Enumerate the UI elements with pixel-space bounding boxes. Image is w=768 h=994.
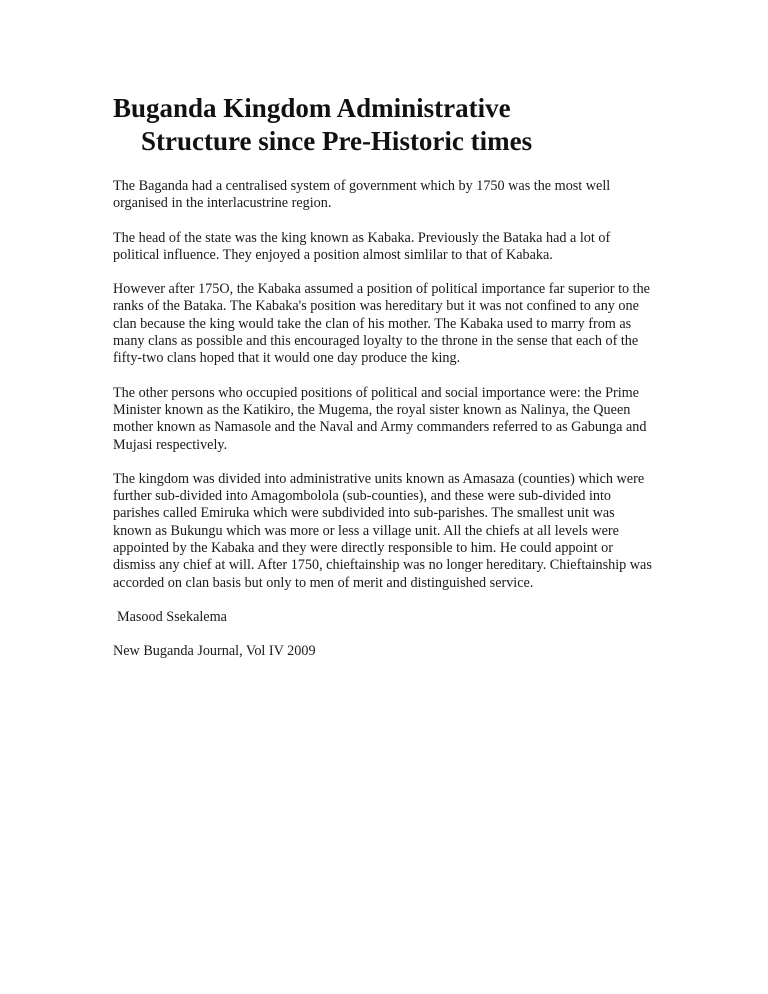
title-line-1: Buganda Kingdom Administrative: [113, 93, 511, 123]
document-title: [113, 92, 653, 158]
title-line-2: Structure since Pre-Historic times: [141, 126, 533, 156]
paragraph-5: The kingdom was divided into administrative units known as Amasaza (counties) which were further sub-divided into Amagombolola (sub-counties), and these were sub-divided into parishes called Emiruka which were subdivided into sub-parishes. The smallest unit was known as Bukungu which was more or less a village unit. All the chiefs at all levels were appointed by the Kabaka and they were directly responsible to him. He could appoint or dismiss any chief at will. After 1750, chieftainship was no longer hereditary. Chieftainship was accorded on clan basis but only to men of merit and distinguished service.: [113, 470, 652, 591]
author-name: Masood Ssekalema: [117, 608, 227, 625]
paragraph-3: However after 175O, the Kabaka assumed a position of political importance far superior to the ranks of the Bataka. The Kabaka's position was hereditary but it was not confined to any one clan because the king would take the clan of his mother. The Kabaka used to marry from as many clans as possible and this encouraged loyalty to the throne in the sense that each of the fifty-two clans hoped that it would one day produce the king.: [113, 281, 650, 367]
paragraph-2: The head of the state was the king known as Kabaka. Previously the Bataka had a lot of political influence. They enjoyed a position almost simlilar to that of Kabaka.: [113, 229, 611, 263]
paragraph-1: The Baganda had a centralised system of government which by 1750 was the most well organised in the interlacustrine region.: [113, 178, 611, 212]
source-citation: New Buganda Journal, Vol IV 2009: [113, 643, 316, 660]
document-page: [113, 92, 653, 661]
paragraph-4: The other persons who occupied positions of political and social importance were: the Prime Minister known as the Katikiro, the Mugema, the royal sister known as Nalinya, the Queen mother known as Namasole and the Naval and Army commanders referred to as Gabunga and Mujasi respectively.: [113, 384, 647, 453]
